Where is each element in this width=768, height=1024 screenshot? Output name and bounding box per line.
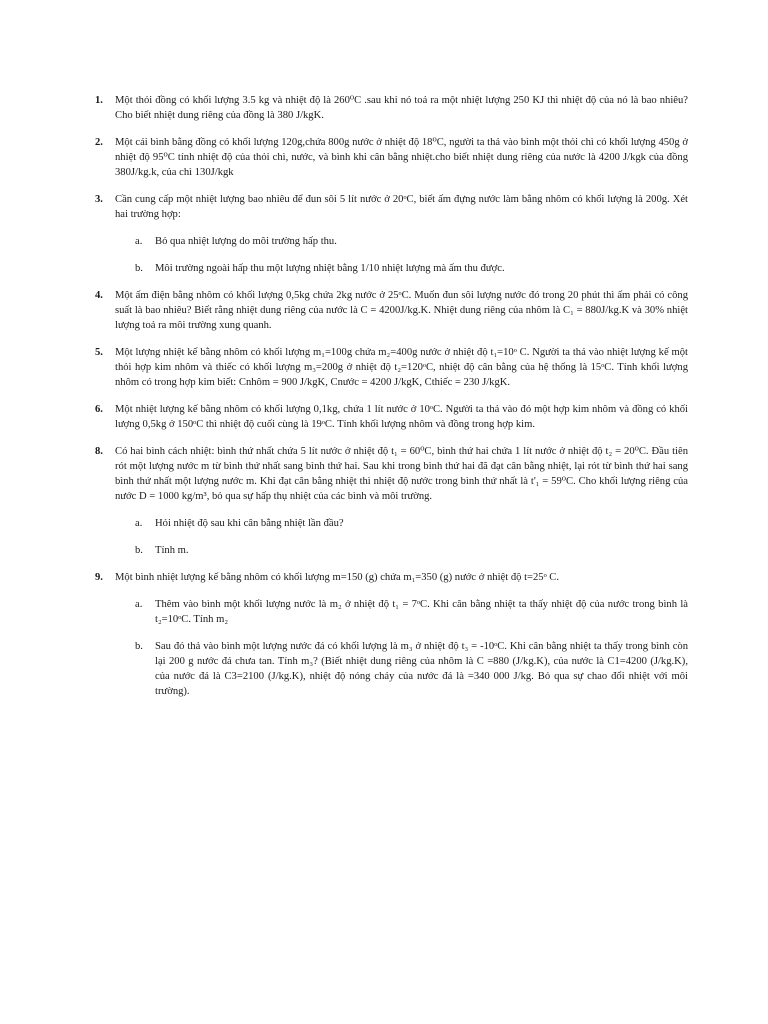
problem-9 (95, 570, 688, 699)
problem-text: Có hai bình cách nhiệt: bình thứ nhất chứa 5 lít nước ở nhiệt độ t₁ = 60⁰C, bình thứ hai chứa 1 lít nước ở nhiệt độ t₂ = 20⁰C. Đầu tiên rót một lượng nước m từ bình thứ nhất sang bình thứ hai. Sau khi trong bình thứ hai đã đạt cân bằng nhiệt, lại rót từ bình thứ hai sang bình thứ nhất một lượng nước m. Khi đạt cân bằng nhiệt thì nhiệt độ nước trong bình thứ nhất là t'₁ = 59⁰C. Cho khối lượng riêng của nước D = 1000 kg/m³, bỏ qua sự hấp thụ nhiệt của các bình và môi trường. (115, 446, 688, 502)
subitem-letter: a. (135, 518, 143, 529)
subitem-b (115, 543, 688, 558)
problem-text: Một ấm điện bằng nhôm có khối lượng 0,5kg chứa 2kg nước ở 25ᵒC. Muốn đun sôi lượng nước đó trong 20 phút thì ấm phải có công suất là bao nhiêu? Biết rằng nhiệt dung riêng của nước là C = 4200J/kg.K. Nhiệt dung riêng của nhôm là C₁ = 880J/kg.K và 30% nhiệt lượng toả ra môi trường xung quanh. (115, 290, 688, 331)
subitem-a (115, 516, 688, 531)
problem-4 (95, 288, 688, 333)
subitem-text: Hỏi nhiệt độ sau khi cân bằng nhiệt lần đầu? (155, 518, 344, 529)
subitem-b (115, 261, 688, 276)
subitem-text: Sau đó thả vào bình một lượng nước đá có khối lượng là m₃ ở nhiệt độ t₃ = -10ᵒC. Khi cân bằng nhiệt ta thấy trong bình còn lại 200 g nước đá chưa tan. Tính m₃? (Biết nhiệt dung riêng của nhôm là C =880 (J/kg.K), của nước là C1=4200 (J/kg.K), của nước đá là C3=2100 (J/kg.K), nhiệt độ nóng chảy của nước đá là =340 000 J/kg. Bỏ qua sự chao đổi nhiệt với môi trường). (155, 641, 688, 697)
problem-3 (95, 192, 688, 276)
problem-text: Một nhiệt lượng kế bằng nhôm có khối lượng 0,1kg, chứa 1 lít nước ở 10ᵒC. Người ta thả vào đó một hợp kim nhôm và đồng có khối lượng 0,5kg ở 150ᵒC thì nhiệt độ cuối cùng là 19ᵒC. Tính khối lượng nhôm và đồng trong hợp kim. (115, 404, 688, 430)
subitem-text: Thêm vào bình một khối lượng nước là m₂ ở nhiệt độ t₁ = 7ᵒC. Khi cân bằng nhiệt ta thấy nhiệt độ của nước trong bình là t₂=10ᵒC. Tính m₂ (155, 599, 688, 625)
problem-number: 2. (95, 137, 103, 148)
problem-text: Cần cung cấp một nhiệt lượng bao nhiêu để đun sôi 5 lít nước ở 20ᵒC, biết ấm đựng nước làm bằng nhôm có khối lượng là 200g. Xét hai trường hợp: (115, 194, 688, 220)
subitem-a (115, 234, 688, 249)
subitem-letter: b. (135, 545, 143, 556)
problem-text: Một lượng nhiệt kế bằng nhôm có khối lượng m₁=100g chứa m₂=400g nước ở nhiệt độ t₁=10ᵒ C. Người ta thả vào nhiệt lượng kế một thỏi hợp kim nhôm và thiếc có khối lượng m₃=200g ở nhiệt độ t₂=120ᵒC, nhiệt độ cân bằng của hệ thống là 15ᵒC. Tính khối lượng nhôm có trong hợp kim biết: Cnhôm = 900 J/kgK, Cnước = 4200 J/kgK, Cthiếc = 230 J/kgK. (115, 347, 688, 388)
problem-number: 8. (95, 446, 103, 457)
problem-text: Một bình nhiệt lượng kế bằng nhôm có khối lượng m=150 (g) chứa m₁=350 (g) nước ở nhiệt độ t=25ᵒ C. (115, 572, 560, 583)
problem-1 (95, 93, 688, 123)
subitem-letter: a. (135, 599, 143, 610)
problem-number: 4. (95, 290, 103, 301)
problem-2 (95, 135, 688, 180)
subitem-text: Môi trường ngoài hấp thu một lượng nhiệt bằng 1/10 nhiệt lượng mà ấm thu được. (155, 263, 505, 274)
subitem-text: Bỏ qua nhiệt lượng do môi trường hấp thu. (155, 236, 337, 247)
subitem-letter: a. (135, 236, 143, 247)
problem-text: Một thỏi đồng có khối lượng 3.5 kg và nhiệt độ là 260⁰C .sau khi nó toả ra một nhiệt lượng 250 KJ thì nhiệt độ của nó là bao nhiêu? Cho biết nhiệt dung riêng của đồng là 380 J/kgK. (115, 95, 688, 121)
subitem-b (115, 639, 688, 699)
subitem-letter: b. (135, 641, 143, 652)
problem-number: 9. (95, 572, 103, 583)
subitem-letter: b. (135, 263, 143, 274)
problem-8 (95, 444, 688, 558)
problem-6 (95, 402, 688, 432)
problem-number: 3. (95, 194, 103, 205)
problem-number: 5. (95, 347, 103, 358)
subitem-text: Tính m. (155, 545, 189, 556)
problem-5 (95, 345, 688, 390)
problem-text: Một cái bình bằng đồng có khối lượng 120g,chứa 800g nước ở nhiệt độ 18⁰C, người ta thả vào bình một thỏi chì có khối lượng 450g ở nhiệt độ 95⁰C tính nhiệt độ của thỏi chì, nước, và bình khi cân bằng nhiệt.cho biết nhiệt dung riêng của nước là 4200 J/kgk của đồng 380J/kg.k, của chì 130J/kgk (115, 137, 688, 178)
problem-number: 1. (95, 95, 103, 106)
problem-number: 6. (95, 404, 103, 415)
subitem-a (115, 597, 688, 627)
